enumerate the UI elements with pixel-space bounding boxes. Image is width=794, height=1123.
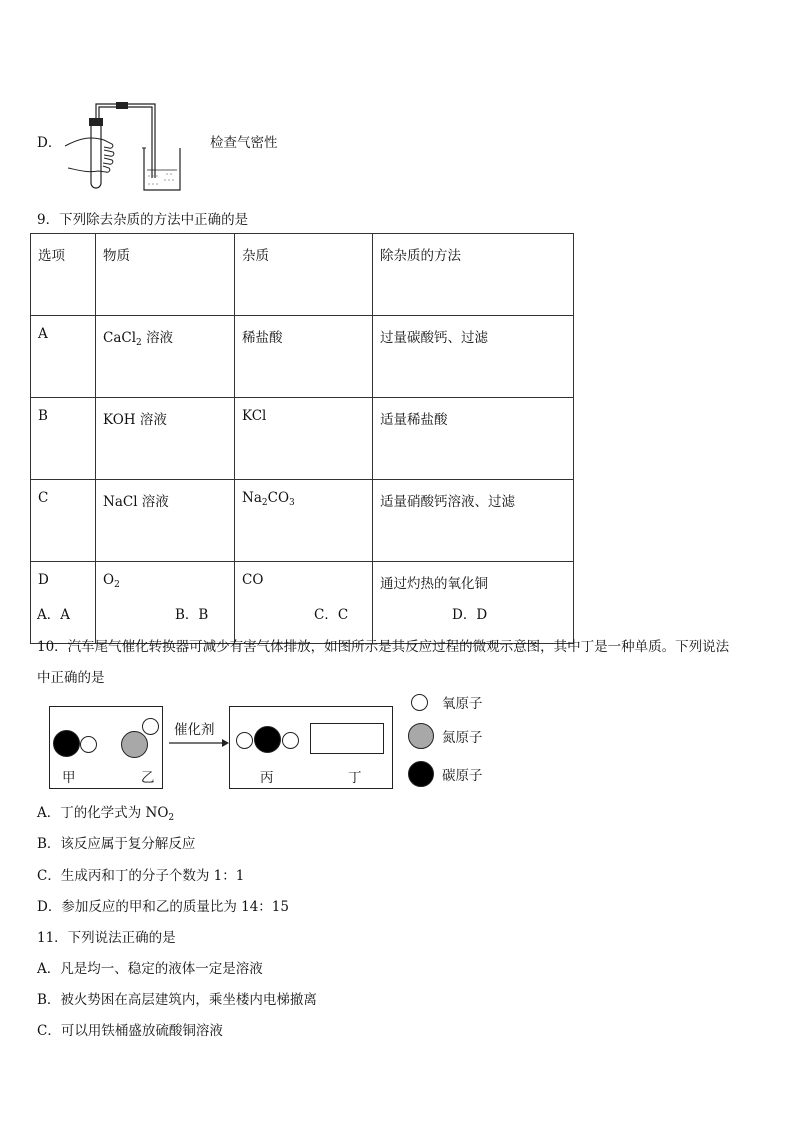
reactants-box bbox=[49, 706, 163, 789]
table-header-row bbox=[31, 234, 574, 316]
option-subscript: 2 bbox=[168, 813, 175, 823]
products-box bbox=[229, 706, 393, 789]
legend-label: 氮原子 bbox=[442, 730, 483, 746]
row-substance: KOH 溶液 bbox=[96, 398, 235, 480]
oxygen-atom-icon bbox=[282, 732, 299, 749]
row-option: D bbox=[31, 562, 96, 644]
row-impurity bbox=[235, 480, 373, 562]
table-row bbox=[31, 480, 574, 562]
impurity-tail: $CO_3$ bbox=[267, 490, 295, 508]
carbon-atom-icon bbox=[254, 726, 281, 753]
reaction-arrow-icon bbox=[168, 738, 230, 748]
substance-formula: O bbox=[103, 572, 115, 588]
q10-stem-line1: 10．汽车尾气催化转换器可减少有害气体排放，如图所示是其反应过程的微观示意图，其中丁是一种单质。下列说法 bbox=[37, 639, 730, 655]
row-option: C bbox=[31, 480, 96, 562]
q10-option-d[interactable]: D．参加反应的甲和乙的质量比为 14：15 bbox=[37, 899, 289, 915]
ding-empty-box bbox=[310, 723, 384, 754]
q10-option-a[interactable] bbox=[37, 801, 174, 821]
q10-option-c[interactable]: C．生成丙和丁的分子个数为 1：1 bbox=[37, 868, 245, 884]
row-substance bbox=[96, 562, 235, 644]
legend-oxygen bbox=[411, 692, 483, 712]
oxygen-atom-icon bbox=[411, 694, 428, 711]
label-yi: 乙 bbox=[141, 770, 155, 786]
oxygen-atom-icon bbox=[142, 718, 159, 735]
q8-option-d-prefix: D． bbox=[37, 135, 62, 151]
legend-nitrogen bbox=[408, 723, 483, 749]
label-ding: 丁 bbox=[348, 770, 362, 786]
row-impurity: KCl bbox=[235, 398, 373, 480]
row-substance bbox=[96, 316, 235, 398]
q9-title: 9．下列除去杂质的方法中正确的是 bbox=[37, 212, 249, 228]
q11-option-a[interactable]: A．凡是均一、稳定的液体一定是溶液 bbox=[37, 961, 263, 977]
impurity-subscript: 2 bbox=[261, 498, 268, 508]
nitrogen-atom-icon bbox=[121, 731, 148, 758]
label-jia: 甲 bbox=[62, 770, 76, 786]
q9-choice-a[interactable]: A．A bbox=[37, 607, 70, 623]
gas-tightness-apparatus-figure bbox=[60, 98, 195, 194]
row-method: 通过灼热的氧化铜 bbox=[373, 562, 574, 644]
header-cell-impurity: 杂质 bbox=[235, 234, 373, 316]
label-bing: 丙 bbox=[260, 770, 274, 786]
table-row bbox=[31, 316, 574, 398]
row-method: 适量稀盐酸 bbox=[373, 398, 574, 480]
q10-option-b[interactable]: B．该反应属于复分解反应 bbox=[37, 836, 196, 852]
row-option: B bbox=[31, 398, 96, 480]
q9-choice-c[interactable]: C．C bbox=[314, 607, 349, 623]
q11-option-b[interactable]: B．被火势困在高层建筑内，乘坐楼内电梯撤离 bbox=[37, 992, 317, 1008]
oxygen-atom-icon bbox=[236, 732, 253, 749]
q9-table bbox=[30, 233, 574, 644]
legend-label: 碳原子 bbox=[442, 768, 483, 784]
substance-tail: 溶液 bbox=[146, 330, 174, 346]
option-text: A．丁的化学式为 NO bbox=[37, 805, 169, 821]
q10-stem-line2: 中正确的是 bbox=[37, 670, 105, 686]
row-method: 适量硝酸钙溶液、过滤 bbox=[373, 480, 574, 562]
q11-stem: 11．下列说法正确的是 bbox=[37, 930, 176, 946]
carbon-atom-icon bbox=[53, 730, 80, 757]
legend-label: 氧原子 bbox=[442, 696, 483, 712]
arrow-label: 催化剂 bbox=[174, 722, 215, 738]
table-row bbox=[31, 562, 574, 644]
substance-formula: CaCl bbox=[103, 330, 137, 346]
row-method: 过量碳酸钙、过滤 bbox=[373, 316, 574, 398]
nitrogen-atom-icon bbox=[408, 723, 434, 749]
q9-choice-b[interactable]: B．B bbox=[175, 607, 209, 623]
header-cell-option: 选项 bbox=[31, 234, 96, 316]
legend-carbon bbox=[408, 761, 483, 787]
substance-subscript: 2 bbox=[114, 580, 120, 590]
row-impurity: 稀盐酸 bbox=[235, 316, 373, 398]
q8-option-d-text: 检查气密性 bbox=[210, 135, 278, 151]
row-option: A bbox=[31, 316, 96, 398]
table-row bbox=[31, 398, 574, 480]
substance-subscript: 2 bbox=[136, 338, 142, 348]
q11-option-c[interactable]: C．可以用铁桶盛放硫酸铜溶液 bbox=[37, 1023, 223, 1039]
header-cell-method: 除杂质的方法 bbox=[373, 234, 574, 316]
oxygen-atom-icon bbox=[80, 736, 97, 753]
carbon-atom-icon bbox=[408, 761, 434, 787]
row-impurity: CO bbox=[235, 562, 373, 644]
header-cell-substance: 物质 bbox=[96, 234, 235, 316]
row-substance: NaCl 溶液 bbox=[96, 480, 235, 562]
q9-choice-d[interactable]: D．D bbox=[452, 607, 488, 623]
impurity-formula: Na bbox=[242, 490, 262, 506]
